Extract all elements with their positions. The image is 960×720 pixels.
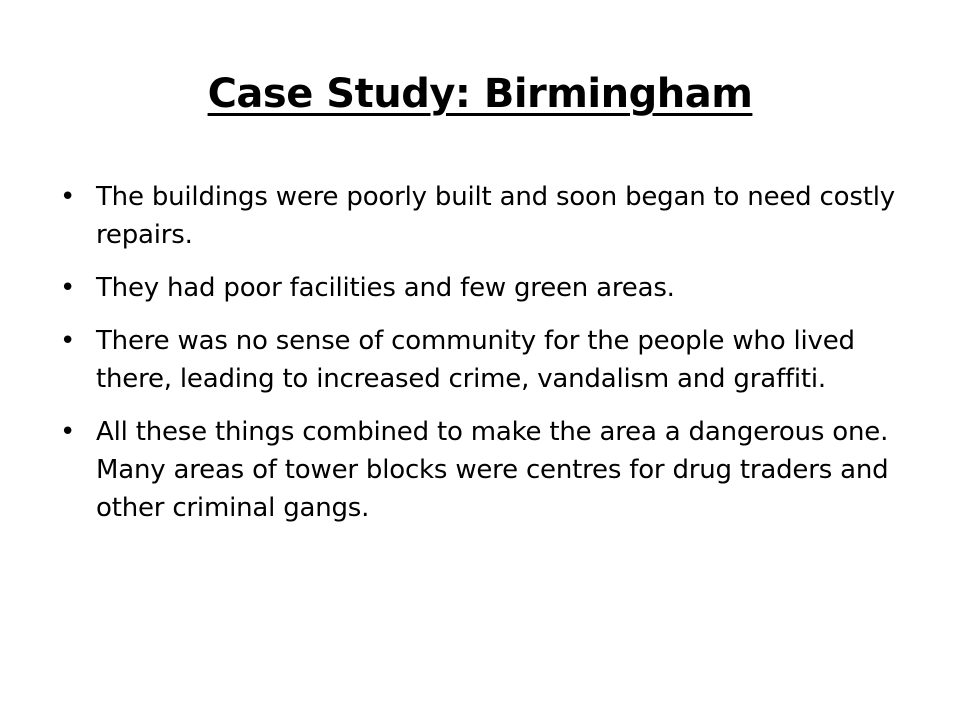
bullet-list [60, 178, 920, 542]
bullet-item [60, 413, 920, 527]
bullet-dot-icon: • [60, 326, 76, 356]
bullet-item [60, 178, 920, 254]
bullet-dot-icon: • [60, 273, 76, 303]
bullet-text: There was no sense of community for the people who lived there, leading to increased crime, vandalism and graffiti. [96, 326, 855, 394]
bullet-text: The buildings were poorly built and soon began to need costly repairs. [96, 182, 895, 250]
bullet-dot-icon: • [60, 182, 76, 212]
bullet-item [60, 269, 920, 307]
bullet-text: All these things combined to make the area a dangerous one. Many areas of tower blocks were centres for drug traders and other criminal gangs. [96, 417, 889, 523]
bullet-item [60, 322, 920, 398]
bullet-text: They had poor facilities and few green areas. [96, 273, 675, 303]
bullet-dot-icon: • [60, 417, 76, 447]
slide-title: Case Study: Birmingham [207, 71, 753, 117]
